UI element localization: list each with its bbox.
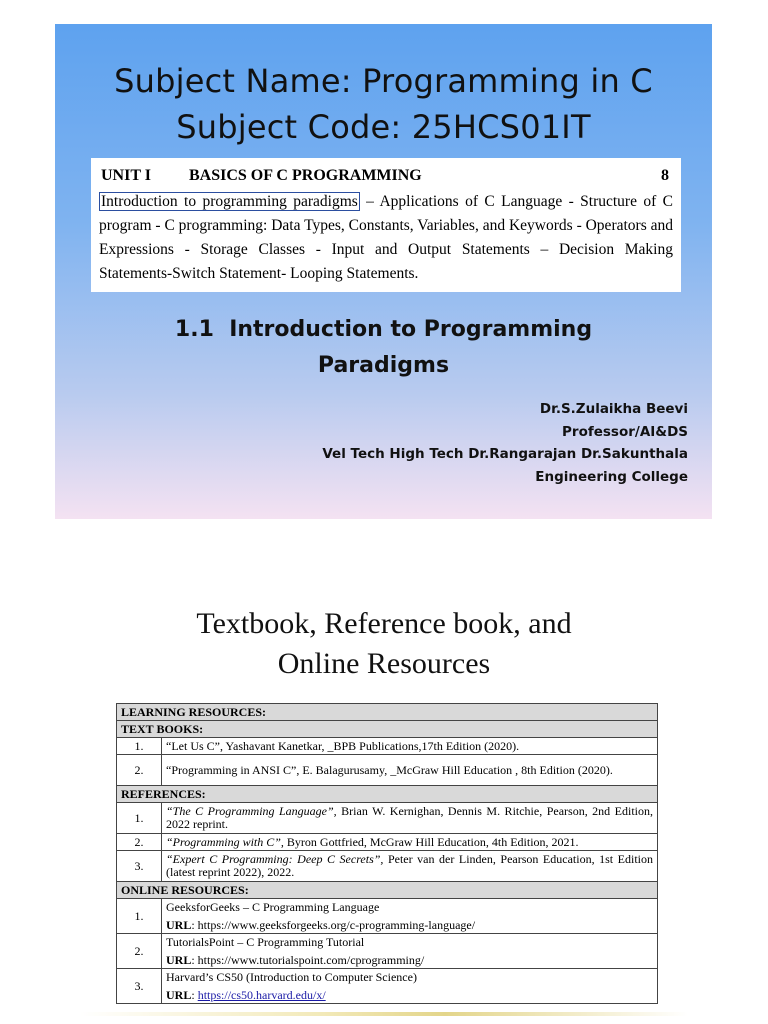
subject-code: Subject Code: 25HCS01IT [176,108,591,146]
resources-title-line2: Online Resources [277,647,491,680]
resource-url: : https://www.geeksforgeeks.org/c-programming-language/ [191,917,476,932]
row-number: 1. [117,803,162,834]
author-role: Professor/AI&DS [562,423,688,440]
online-resource-entry [162,934,658,969]
syllabus-excerpt [91,158,681,292]
reference-details: Brian W. Kernighan, Dennis M. Ritchie, Pearson, 2nd Edition, 2022 reprint. [166,804,653,831]
section-title-line2: Paradigms [317,353,450,378]
url-label: URL [166,952,192,967]
table-row [117,738,658,755]
topics-rest: – Applications of C Language - Structure of C program - C programming: Data Types, Constants, Variables, and Keywords - Operators and Expressions - Storage Classes - Input and Output Statements – Decision Making Statements-Switch Statement- Looping Statements. [99,193,673,282]
row-number: 3. [117,851,162,882]
resource-url-line [166,989,653,1002]
url-label: URL [166,917,192,932]
resource-url: : https://www.tutorialspoint.com/cprogramming/ [191,952,425,967]
reference-details: Peter van der Linden, Pearson Education, 1st Edition (latest reprint 2022), 2022. [166,852,653,879]
resources-title-line1: Textbook, Reference book, and [196,607,572,640]
decorative-line [80,1012,688,1016]
section-title-line1: 1.1 Introduction to Programming [174,317,593,342]
text-books-header: TEXT BOOKS: [117,721,658,738]
resource-name: Harvard’s CS50 (Introduction to Computer Science) [166,969,417,984]
table-row [117,969,658,1004]
url-label: URL [166,987,192,1002]
reference-title: “The C Programming Language”, [166,804,337,818]
row-number: 2. [117,834,162,851]
author-name: Dr.S.Zulaikha Beevi [539,401,688,417]
reference-title: “Programming with C”, [166,834,284,849]
syllabus-topics [99,190,673,286]
table-row [117,803,658,834]
author-college-line2: Engineering College [535,468,688,485]
author-block [322,398,688,488]
resource-name: GeeksforGeeks – C Programming Language [166,899,380,914]
learning-resources-table [116,703,658,1004]
online-resource-entry [162,899,658,934]
table-row [117,899,658,934]
row-number: 2. [117,934,162,969]
row-number: 3. [117,969,162,1004]
resource-url-line [166,919,653,932]
unit-title: BASICS OF C PROGRAMMING [189,167,422,184]
resources-slide-title [0,604,768,684]
author-college-line1: Vel Tech High Tech Dr.Rangarajan Dr.Sakunthala [322,446,688,462]
reference-details: Byron Gottfried, McGraw Hill Education, 4th Edition, 2021. [283,834,579,849]
reference-entry [162,834,658,851]
table-row [117,934,658,969]
table-row [117,851,658,882]
resource-name: TutorialsPoint – C Programming Tutorial [166,934,365,949]
reference-entry [162,851,658,882]
online-resources-header: ONLINE RESOURCES: [117,882,658,899]
syllabus-header [99,164,673,188]
title-slide [55,24,712,519]
row-number: 1. [117,899,162,934]
url-prefix: : [191,987,198,1002]
references-header: REFERENCES: [117,786,658,803]
textbook-entry: “Let Us C”, Yashavant Kanetkar, _BPB Publications,17th Edition (2020). [162,738,658,755]
cs50-link[interactable]: https://cs50.harvard.edu/x/ [197,987,326,1002]
textbook-entry: “Programming in ANSI C”, E. Balagurusamy, _McGraw Hill Education , 8th Edition (2020). [162,755,658,786]
highlighted-topic: Introduction to programming paradigms [101,193,358,210]
learning-resources-header: LEARNING RESOURCES: [117,704,658,721]
reference-title: “Expert C Programming: Deep C Secrets”, [166,852,384,866]
table-row [117,755,658,786]
table-row [117,834,658,851]
subject-name: Subject Name: Programming in C [114,62,653,100]
reference-entry [162,803,658,834]
unit-label: UNIT I [101,167,151,184]
row-number: 1. [117,738,162,755]
section-title [55,312,712,384]
unit-hours: 8 [661,167,669,184]
row-number: 2. [117,755,162,786]
resource-url-line [166,954,653,967]
online-resource-entry [162,969,658,1004]
